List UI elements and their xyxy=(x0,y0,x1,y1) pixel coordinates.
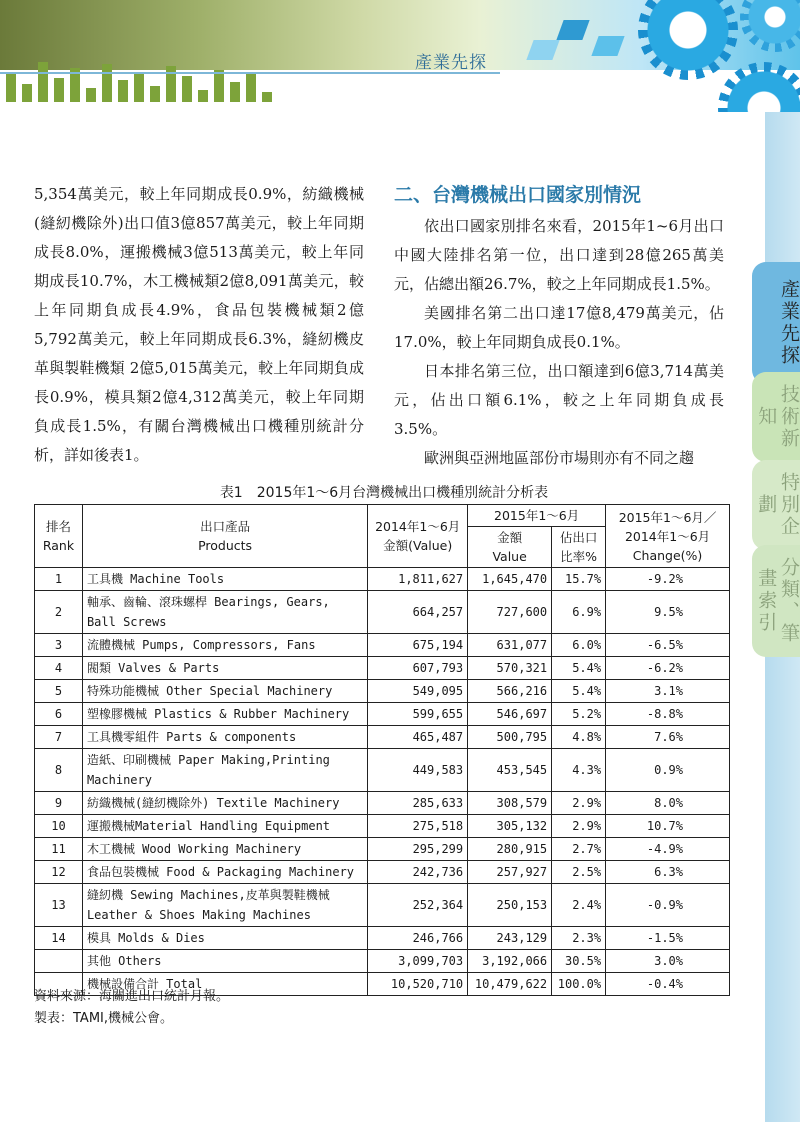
value-2014-cell: 549,095 xyxy=(368,680,468,703)
header-rank: 排名 Rank xyxy=(35,505,83,568)
table-row xyxy=(35,726,730,749)
value-2014-cell: 10,520,710 xyxy=(368,973,468,996)
maker-note: 製表：TAMI,機械公會。 xyxy=(34,1011,174,1026)
share-cell: 2.9% xyxy=(552,815,606,838)
value-2014-cell: 252,364 xyxy=(368,884,468,927)
table-row xyxy=(35,591,730,634)
value-2015-cell: 3,192,066 xyxy=(468,950,552,973)
value-2014-cell: 599,655 xyxy=(368,703,468,726)
value-2014-cell: 285,633 xyxy=(368,792,468,815)
header-bars-decoration xyxy=(0,58,330,102)
change-cell: 0.9% xyxy=(606,749,730,792)
body-paragraph: 歐洲與亞洲地區部份市場則亦有不同之趨 xyxy=(424,449,695,467)
rank-cell xyxy=(35,950,83,973)
value-2015-cell: 308,579 xyxy=(468,792,552,815)
body-paragraph: 依出口國家別排名來看，2015年1~6月出口中國大陸排名第一位，出口達到28億265萬美元，佔總出額26.7%，較之上年同期成長1.5%。 xyxy=(394,217,724,293)
change-cell: 3.1% xyxy=(606,680,730,703)
value-2014-cell: 664,257 xyxy=(368,591,468,634)
change-cell: -6.5% xyxy=(606,634,730,657)
product-cell: 閥類 Valves & Parts xyxy=(82,657,367,680)
table-row xyxy=(35,792,730,815)
table-row xyxy=(35,815,730,838)
value-2014-cell: 275,518 xyxy=(368,815,468,838)
header-product: 出口產品 Products xyxy=(82,505,367,568)
value-2015-cell: 500,795 xyxy=(468,726,552,749)
rank-cell: 8 xyxy=(35,749,83,792)
share-cell: 5.4% xyxy=(552,680,606,703)
share-cell: 6.9% xyxy=(552,591,606,634)
rank-cell: 5 xyxy=(35,680,83,703)
value-2014-cell: 1,811,627 xyxy=(368,568,468,591)
table-caption: 表1 2015年1～6月台灣機械出口機種別統計分析表 xyxy=(219,485,549,501)
product-cell: 機械設備合計 Total xyxy=(82,973,367,996)
product-cell: 運搬機械Material Handling Equipment xyxy=(82,815,367,838)
page-header xyxy=(0,0,800,112)
change-cell: -8.8% xyxy=(606,703,730,726)
value-2014-cell: 3,099,703 xyxy=(368,950,468,973)
product-cell: 特殊功能機械 Other Special Machinery xyxy=(82,680,367,703)
value-2014-cell: 449,583 xyxy=(368,749,468,792)
change-cell: -6.2% xyxy=(606,657,730,680)
table-row xyxy=(35,884,730,927)
left-column xyxy=(34,180,364,470)
rank-cell: 10 xyxy=(35,815,83,838)
header-value-2014: 2014年1～6月 金額(Value) xyxy=(368,505,468,568)
side-tab-index[interactable]: 分類、筆畫索引 xyxy=(752,545,800,657)
table-row xyxy=(35,657,730,680)
table-row xyxy=(35,634,730,657)
change-cell: -4.9% xyxy=(606,838,730,861)
product-cell: 模具 Molds & Dies xyxy=(82,927,367,950)
value-2015-cell: 546,697 xyxy=(468,703,552,726)
share-cell: 30.5% xyxy=(552,950,606,973)
share-cell: 100.0% xyxy=(552,973,606,996)
change-cell: -1.5% xyxy=(606,927,730,950)
share-cell: 15.7% xyxy=(552,568,606,591)
rank-cell: 14 xyxy=(35,927,83,950)
body-paragraph: 5,354萬美元，較上年同期成長0.9%，紡織機械(縫紉機除外)出口值3億857萬美元，較上年同期成長8.0%，運搬機械3億513萬美元，較上年同期成長10.7%，木工機械類2億8,091萬美元，較上年同期負成長4.9%，食品包裝機械類2億5,792萬美元，較上年同期成長6.3%，縫紉機皮革與製鞋機類 2億5,015萬美元，較上年同期負成長0.9%，模具類2億4,312萬美元，較上年同期負成長1.5%，有關台灣機械出口機種別統計分析，詳如後表1。 xyxy=(34,185,364,464)
product-cell: 紡織機械(縫紉機除外) Textile Machinery xyxy=(82,792,367,815)
value-2015-cell: 243,129 xyxy=(468,927,552,950)
value-2015-cell: 280,915 xyxy=(468,838,552,861)
change-cell: 6.3% xyxy=(606,861,730,884)
product-cell: 造紙、印刷機械 Paper Making,Printing Machinery xyxy=(82,749,367,792)
section-heading: 二、台灣機械出口國家別情況 xyxy=(394,184,642,206)
change-cell: 7.6% xyxy=(606,726,730,749)
value-2015-cell: 305,132 xyxy=(468,815,552,838)
header-group-2015: 2015年1～6月 xyxy=(468,505,606,527)
table-row xyxy=(35,927,730,950)
product-cell: 工具機 Machine Tools xyxy=(82,568,367,591)
header-value-2015: 金額 Value xyxy=(468,527,552,568)
header-share: 佔出口 比率% xyxy=(552,527,606,568)
product-cell: 流體機械 Pumps, Compressors, Fans xyxy=(82,634,367,657)
value-2015-cell: 10,479,622 xyxy=(468,973,552,996)
value-2014-cell: 675,194 xyxy=(368,634,468,657)
change-cell: 10.7% xyxy=(606,815,730,838)
rank-cell: 11 xyxy=(35,838,83,861)
side-tab-industry-outlook[interactable]: 產業先探 xyxy=(752,262,800,384)
share-cell: 2.7% xyxy=(552,838,606,861)
share-cell: 6.0% xyxy=(552,634,606,657)
rank-cell: 7 xyxy=(35,726,83,749)
rank-cell: 1 xyxy=(35,568,83,591)
value-2015-cell: 570,321 xyxy=(468,657,552,680)
change-cell: 8.0% xyxy=(606,792,730,815)
table-row xyxy=(35,838,730,861)
change-cell: -0.4% xyxy=(606,973,730,996)
body-paragraph: 日本排名第三位，出口額達到6億3,714萬美元，佔出口額6.1%，較之上年同期負成長3.5%。 xyxy=(394,362,724,438)
product-cell: 縫紉機 Sewing Machines,皮革與製鞋機械 Leather & Shoes Making Machines xyxy=(82,884,367,927)
share-cell: 5.2% xyxy=(552,703,606,726)
rank-cell: 3 xyxy=(35,634,83,657)
product-cell: 軸承、齒輪、滾珠螺桿 Bearings, Gears, Ball Screws xyxy=(82,591,367,634)
share-cell: 4.3% xyxy=(552,749,606,792)
change-cell: -0.9% xyxy=(606,884,730,927)
product-cell: 木工機械 Wood Working Machinery xyxy=(82,838,367,861)
share-cell: 2.5% xyxy=(552,861,606,884)
value-2015-cell: 257,927 xyxy=(468,861,552,884)
table-row xyxy=(35,703,730,726)
header-title: 產業先探 xyxy=(415,53,487,73)
rank-cell: 2 xyxy=(35,591,83,634)
value-2015-cell: 566,216 xyxy=(468,680,552,703)
right-column xyxy=(394,180,724,473)
table-row xyxy=(35,749,730,792)
change-cell: -9.2% xyxy=(606,568,730,591)
share-cell: 5.4% xyxy=(552,657,606,680)
value-2015-cell: 250,153 xyxy=(468,884,552,927)
rank-cell: 6 xyxy=(35,703,83,726)
share-cell: 2.3% xyxy=(552,927,606,950)
value-2014-cell: 465,487 xyxy=(368,726,468,749)
value-2015-cell: 1,645,470 xyxy=(468,568,552,591)
product-cell: 其他 Others xyxy=(82,950,367,973)
value-2014-cell: 295,299 xyxy=(368,838,468,861)
rank-cell: 12 xyxy=(35,861,83,884)
product-cell: 工具機零組件 Parts & components xyxy=(82,726,367,749)
rank-cell: 4 xyxy=(35,657,83,680)
table-row xyxy=(35,861,730,884)
header-change: 2015年1～6月／ 2014年1～6月 Change(%) xyxy=(606,505,730,568)
share-cell: 2.4% xyxy=(552,884,606,927)
rank-cell: 9 xyxy=(35,792,83,815)
table-row xyxy=(35,950,730,973)
source-note: 資料來源：海關進出口統計月報。 xyxy=(34,989,230,1004)
change-cell: 3.0% xyxy=(606,950,730,973)
value-2014-cell: 607,793 xyxy=(368,657,468,680)
product-cell: 食品包裝機械 Food & Packaging Machinery xyxy=(82,861,367,884)
rank-cell: 13 xyxy=(35,884,83,927)
body-paragraph: 美國排名第二出口達17億8,479萬美元，佔17.0%，較上年同期負成長0.1%。 xyxy=(394,304,724,351)
export-table xyxy=(34,504,730,996)
value-2015-cell: 727,600 xyxy=(468,591,552,634)
value-2015-cell: 453,545 xyxy=(468,749,552,792)
product-cell: 塑橡膠機械 Plastics & Rubber Machinery xyxy=(82,703,367,726)
table-notes xyxy=(34,986,229,1030)
table-row xyxy=(35,568,730,591)
change-cell: 9.5% xyxy=(606,591,730,634)
share-cell: 2.9% xyxy=(552,792,606,815)
value-2014-cell: 246,766 xyxy=(368,927,468,950)
side-tab-special-feature[interactable]: 特別企劃 xyxy=(752,460,800,550)
share-cell: 4.8% xyxy=(552,726,606,749)
value-2014-cell: 242,736 xyxy=(368,861,468,884)
table-row xyxy=(35,680,730,703)
side-tab-tech-news[interactable]: 技術新知 xyxy=(752,372,800,462)
value-2015-cell: 631,077 xyxy=(468,634,552,657)
